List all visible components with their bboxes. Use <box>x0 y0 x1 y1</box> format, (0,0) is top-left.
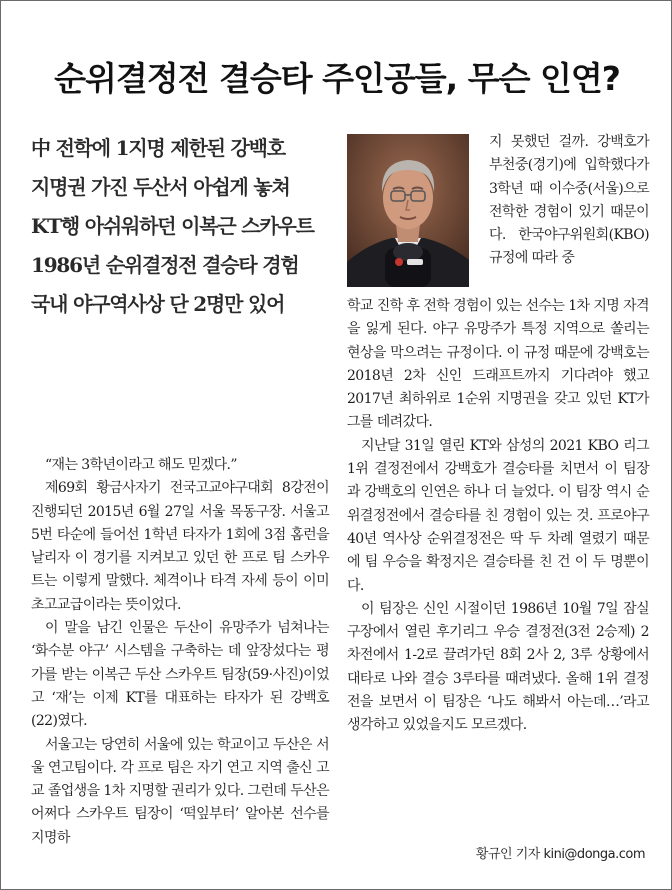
portrait-photo <box>347 134 469 287</box>
paragraph: 학교 진학 후 전학 경험이 있는 선수는 1차 지명 자격을 잃게 된다. 야구 유망주가 특정 지역으로 쏠리는 현상을 막으려는 규정이다. 이 규정 때문에 강백호는 2018년 2차 신인 드래프트까지 기다려야 했고 2017년 최하위로 1순위 지명권을 갖고 있던 KT가 그를 데려갔다. <box>347 298 649 431</box>
subheadline: KT행 아쉬워하던 이복근 스카우트 <box>31 214 314 238</box>
byline: 황규인 기자 kini@donga.com <box>475 847 645 862</box>
subheadline: 국내 야구역사상 단 2명만 있어 <box>31 292 285 316</box>
article-column-right-bottom <box>347 295 649 738</box>
paragraph: 이 팀장은 신인 시절이던 1986년 10월 7일 잠실구장에서 열린 후기리그 우승 결정전(3전 2승제) 2차전에서 1-2로 끌려가던 8회 2사 2, 3루 상황에서 대타로 나와 결승 3루타를 때려냈다. 올해 1위 결정전을 보면서 이 팀장은 ‘나도 해봐서 아는데…’라고 생각하고 있었을지도 모르겠다. <box>347 600 649 734</box>
paragraph: 이 말을 남긴 인물은 두산이 유망주가 넘쳐나는 ‘화수분 야구’ 시스템을 구축하는 데 앞장섰다는 평가를 받는 이복근 두산 스카우트 팀장(59·사진)이었고 ‘재’는 이제 KT를 대표하는 타자가 된 강백호(22)였다. <box>31 620 329 730</box>
paragraph: 지난달 31일 열린 KT와 삼성의 2021 KBO 리그 1위 결정전에서 강백호가 결승타를 치면서 이 팀장과 강백호의 인연은 하나 더 늘었다. 이 팀장 역시 순위결정전에서 결승타를 친 경험이 있는 것. 프로야구 40년 역사상 순위결정전은 딱 두 차례 열렸기 때문에 팀 우승을 확정지은 결승타를 친 건 이 두 명뿐이다. <box>347 437 649 594</box>
headline: 순위결정전 결승타 주인공들, 무슨 인연? <box>54 59 620 98</box>
subheadline: 1986년 순위결정전 결승타 경험 <box>31 253 299 277</box>
paragraph: 지 못했던 걸까. 강백호가 부천중(경기)에 입학했다가 3학년 때 이수중(서울)으로 전학한 경험이 있기 때문이다. 한국야구위원회(KBO) 규정에 따라 중 <box>489 134 649 267</box>
article-column-right-top <box>489 131 649 271</box>
subheadlines <box>31 129 341 324</box>
article-column-left <box>31 454 329 850</box>
paragraph: 제69회 황금사자기 전국고교야구대회 8강전이 진행되던 2015년 6월 27일 서울 목동구장. 서울고 5번 타순에 들어선 1학년 타자가 1회에 3점 홈런을 날리자 이 경기를 지켜보고 있던 한 프로 팀 스카우트는 이렇게 말했다. 체격이나 타격 자세 등이 이미 초고교급이라는 뜻이었다. <box>31 480 329 613</box>
paragraph: 서울고는 당연히 서울에 있는 학교이고 두산은 서울 연고팀이다. 각 프로 팀은 자기 연고 지역 출신 고교 졸업생을 1차 지명할 권리가 있다. 그런데 두산은 어쩌다 스카우트 팀장이 ‘떡잎부터’ 알아본 선수를 지명하 <box>31 736 329 846</box>
subheadline: 지명권 가진 두산서 아쉽게 놓쳐 <box>31 175 290 199</box>
paragraph: “재는 3학년이라고 해도 믿겠다.” <box>45 457 237 473</box>
subheadline: 中 전학에 1지명 제한된 강백호 <box>31 136 285 160</box>
